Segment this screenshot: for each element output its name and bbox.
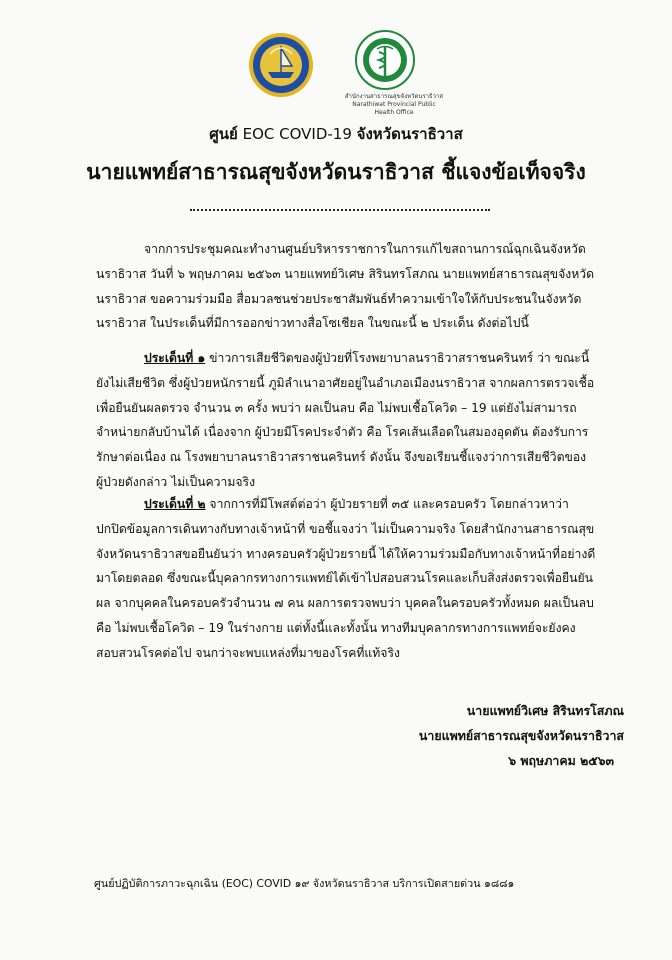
paragraph-issue-1: [96, 346, 636, 495]
issue-2-line: จังหวัดนราธิวาสขอยืนยันว่า ทางครอบครัวผู้ป่วยรายนี้ ได้ให้ความร่วมมือกับทางเจ้าหน้าที่อย่างดี: [96, 546, 596, 561]
paragraph-intro: [96, 237, 636, 336]
subtitle-suffix: จังหวัดนราธิวาส: [356, 125, 463, 143]
moph-caption-th: สำนักงานสาธารณสุขจังหวัดนราธิวาส: [344, 93, 444, 100]
subtitle-middle: EOC COVID-19: [237, 125, 357, 143]
intro-line: จากการประชุมคณะทำงานศูนย์บริหารราชการในการแก้ไขสถานการณ์ฉุกเฉินจังหวัด: [144, 242, 586, 256]
document-subtitle: [0, 124, 672, 144]
issue-1-line: ยังไม่เสียชีวิต ซึ่งผู้ป่วยหนักรายนี้ ภูมิลำเนาอาศัยอยู่ในอำเภอเมืองนราธิวาส จากผลการตรวจเชื้อ: [96, 375, 595, 390]
issue-2-line: ปกปิดข้อมูลการเดินทางกับทางเจ้าหน้าที่ ขอชี้แจงว่า ไม่เป็นความจริง โดยสำนักงานสาธารณสุข: [96, 521, 595, 536]
issue-1-line: รักษาต่อเนื่อง ณ โรงพยาบาลนราธิวาสราชนครินทร์ ดังนั้น จึงขอเรียนชี้แจงว่าการเสียชีวิตของ: [96, 450, 587, 465]
intro-line: นราธิวาส ในประเด็นที่มีการออกข่าวทางสื่อโซเชียล ในขณะนี้ ๒ ประเด็น ดังต่อไปนี้: [96, 316, 529, 331]
moph-caption: [344, 93, 444, 117]
issue-2-line: [144, 492, 636, 517]
moph-emblem-icon: [355, 30, 415, 90]
issue-1-line: ผู้ป่วยดังกล่าว ไม่เป็นความจริง: [96, 474, 256, 489]
intro-line: นราธิวาส ขอความร่วมมือ สื่อมวลชนช่วยประชาสัมพันธ์ทำความเข้าใจให้กับประชนในจังหวัด: [96, 291, 582, 306]
footer-hotline: ศูนย์ปฏิบัติการภาวะฉุกเฉิน (EOC) COVID ๑๙ จังหวัดนราธิวาส บริการเปิดสายด่วน ๑๘๘๑: [94, 877, 515, 890]
issue-1-text: ข่าวการเสียชีวิตของผู้ป่วยที่โรงพยาบาลนราธิวาสราชนครินทร์ ว่า ขณะนี้: [205, 351, 590, 365]
issue-1-line: จำหน่ายกลับบ้านได้ เนื่องจาก ผู้ป่วยมีโรคประจำตัว คือ โรคเส้นเลือดในสมองอุดตัน ต้องรับการ: [96, 425, 589, 440]
provincial-seal-icon: [248, 32, 314, 98]
document-title: นายแพทย์สาธารณสุขจังหวัดนราธิวาส ชี้แจงข้อเท็จจริง: [86, 160, 586, 184]
issue-2-line: มาโดยตลอด ซึ่งขณะนี้บุคลากรทางการแพทย์ได้เข้าไปสอบสวนโรคและเก็บสิ่งส่งตรวจเพื่อยืนยัน: [96, 571, 593, 586]
intro-line: นราธิวาส วันที่ ๖ พฤษภาคม ๒๕๖๓ นายแพทย์วิเศษ สิรินทรโสภณ นายแพทย์สาธารณสุขจังหวัด: [96, 266, 595, 281]
issue-1-label: ประเด็นที่ ๑: [144, 351, 206, 365]
signature-date: ๖ พฤษภาคม ๒๕๖๓: [508, 753, 614, 768]
moph-caption-en: Narathiwat Provincial Public Health Office: [352, 101, 436, 116]
dotted-divider: [190, 203, 490, 211]
issue-2-text: จากการที่มีโพสต์ต่อว่า ผู้ป่วยรายที่ ๓๕ และครอบครัว โดยกล่าวหาว่า: [205, 497, 569, 511]
issue-2-line: ผล จากบุคคลในครอบครัวจำนวน ๗ คน ผลการตรวจพบว่า บุคคลในครอบครัวทั้งหมด ผลเป็นลบ: [96, 596, 594, 611]
signature-position: นายแพทย์สาธารณสุขจังหวัดนราธิวาส: [418, 728, 624, 743]
issue-1-line: เพื่อยืนยันผลตรวจ จำนวน ๓ ครั้ง พบว่า ผลเป็นลบ คือ ไม่พบเชื้อโควิด – 19 แต่ยังไม่สามารถ: [96, 400, 577, 415]
paragraph-issue-2: [96, 492, 636, 666]
signature-name: นายแพทย์วิเศษ สิรินทรโสภณ: [466, 703, 624, 718]
issue-1-line: [144, 346, 636, 371]
subtitle-prefix: ศูนย์: [209, 125, 238, 143]
issue-2-line: สอบสวนโรคต่อไป จนกว่าจะพบแหล่งที่มาของโรคที่แท้จริง: [96, 645, 400, 660]
issue-2-label: ประเด็นที่ ๒: [144, 497, 206, 511]
issue-2-line: คือ ไม่พบเชื้อโควิด – 19 ในร่างกาย แต่ทั้งนี้และทั้งนั้น ทางทีมบุคลากรทางการแพทย์จะยังคง: [96, 620, 576, 635]
